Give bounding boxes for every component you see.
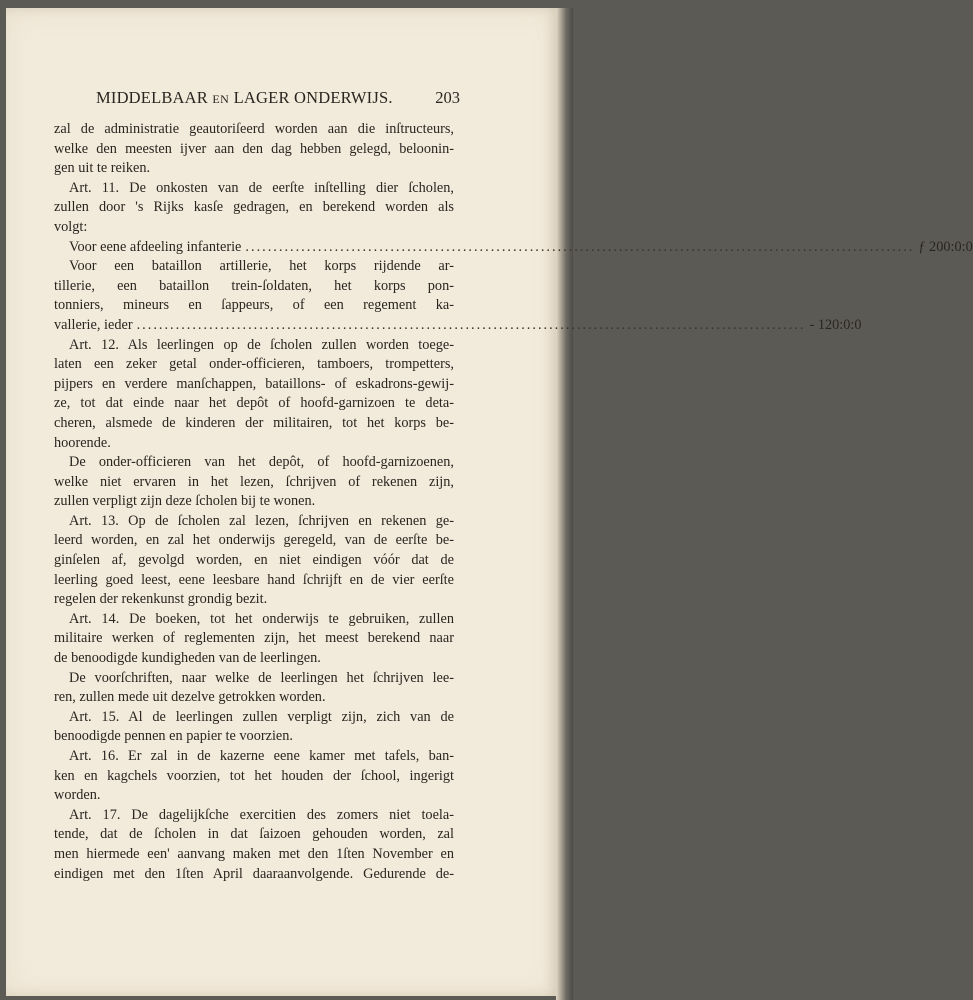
text-line: welke niet ervaren in het lezen, ſchrijven of rekenen zijn, (54, 473, 454, 490)
ledger-amount: ƒ 200:0:0 (918, 238, 973, 255)
ledger-line (54, 316, 862, 336)
running-head-part: MIDDELBAAR (96, 88, 213, 107)
text-line: Art. 16. Er zal in de kazerne eene kamer met tafels, ban- (69, 748, 454, 764)
running-head-small-caps: EN (212, 92, 230, 106)
text-line: laten een zeker getal onder-officieren, tamboers, trompetters, (54, 356, 454, 373)
text-line: ginſelen af, gevolgd worden, en niet eindigen vóór dat de (54, 552, 454, 569)
text-line: hoorende. (54, 434, 111, 451)
text-line: pijpers en verdere manſchappen, bataillons- of eskadrons-gewij- (54, 375, 454, 392)
text-line: ken en kagchels voorzien, tot het houden der ſchool, ingerigt (54, 767, 454, 784)
text-line: eindigen met den 1ſten April daaraanvolgende. Gedurende de- (54, 865, 454, 882)
running-head (96, 88, 393, 108)
page-number: 203 (435, 88, 460, 107)
text-line: Art. 11. De onkosten van de eerſte inſtelling dier ſcholen, (69, 179, 454, 196)
body-text (54, 120, 973, 884)
text-line: tillerie, een bataillon trein-ſoldaten, het korps pon- (54, 277, 454, 294)
text-line: ren, zullen mede uit dezelve getrokken worden. (54, 689, 326, 706)
text-line: welke den meesten ijver aan den dag hebben gelegd, beloonin- (54, 140, 454, 157)
text-line: zullen door 's Rijks kasſe gedragen, en berekend worden als (54, 199, 454, 216)
text-line: De voorſchriften, naar welke de leerlingen het ſchrijven lee- (69, 669, 454, 686)
page-header (96, 88, 460, 112)
ledger-line (54, 238, 973, 258)
text-line: Art. 13. Op de ſcholen zal lezen, ſchrijven en rekenen ge- (69, 512, 454, 529)
text-line: tonniers, mineurs en ſappeurs, of een regement ka- (54, 297, 454, 314)
text-line: De onder-officieren van het depôt, of hoofd-garnizoenen, (69, 454, 454, 471)
text-line: gen uit te reiken. (54, 160, 151, 177)
text-line: cheren, alsmede de kinderen der militairen, tot het korps be- (54, 414, 454, 431)
dot-leader: ........................................................................................................................ (136, 316, 806, 333)
text-line: benoodigde pennen en papier te voorzien. (54, 728, 293, 745)
dot-leader: ........................................................................................................................ (245, 238, 915, 255)
text-line: Art. 15. Al de leerlingen zullen verpligt zijn, zich van de (69, 708, 454, 725)
text-line: regelen der rekenkunst grondig bezit. (54, 591, 268, 608)
text-line: worden. (54, 787, 101, 804)
ledger-label: Voor eene afdeeling infanterie (69, 238, 242, 255)
ledger-label: vallerie, ieder (54, 316, 133, 333)
text-line: Art. 12. Als leerlingen op de ſcholen zullen worden toege- (69, 336, 454, 353)
text-line: zullen verpligt zijn deze ſcholen bij te wonen. (54, 493, 316, 510)
text-line: tende, dat de ſcholen in dat ſaizoen gehouden worden, zal (54, 826, 454, 843)
text-line: volgt: (54, 218, 88, 235)
text-line: Voor een bataillon artillerie, het korps rijdende ar- (69, 258, 454, 275)
text-line: men hiermede een' aanvang maken met den 1ſten November en (54, 845, 454, 862)
ledger-amount: - 120:0:0 (809, 316, 862, 333)
text-line: leerd worden, en zal het onderwijs geregeld, van de eerſte be- (54, 532, 454, 549)
text-line: Art. 14. De boeken, tot het onderwijs te gebruiken, zullen (69, 610, 454, 627)
text-line: militaire werken of reglementen zijn, het meest berekend naar (54, 630, 454, 647)
text-line: zal de administratie geautoriſeerd worden aan die inſtructeurs, (54, 121, 454, 137)
page-edge (556, 8, 573, 1000)
text-line: ze, tot dat einde naar het depôt of hoofd-garnizoen te deta- (54, 395, 454, 412)
text-line: leerling goed leest, eene leesbare hand ſchrijft en de vier eerſte (54, 571, 454, 588)
text-line: Art. 17. De dagelijkſche exercitien des zomers niet toela- (69, 806, 454, 823)
text-line: de benoodigde kundigheden van de leerlingen. (54, 650, 321, 667)
running-head-part: LAGER ONDERWIJS. (229, 88, 393, 107)
